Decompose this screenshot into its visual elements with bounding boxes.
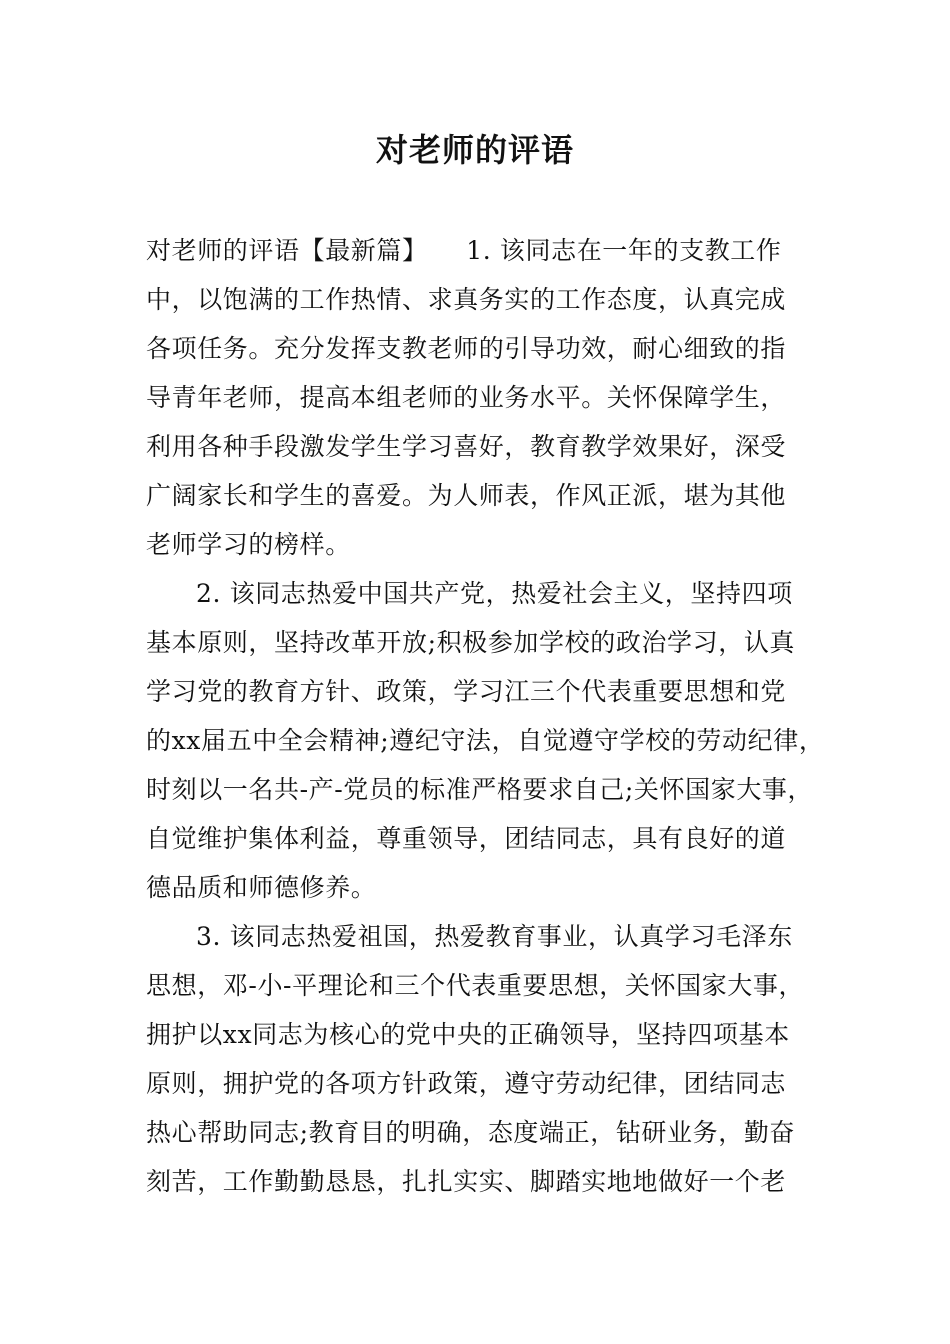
text-line: 自觉维护集体利益，尊重领导，团结同志，具有良好的道 — [146, 824, 787, 853]
paragraph-start-line: 3. 该同志热爱祖国，热爱教育事业，认真学习毛泽东 — [196, 922, 793, 951]
paragraph-start-line: 2. 该同志热爱中国共产党，热爱社会主义，坚持四项 — [196, 579, 793, 608]
text-line: 德品质和师德修养。 — [146, 873, 377, 902]
text-line: 拥护以xx同志为核心的党中央的正确领导，坚持四项基本 — [146, 1020, 790, 1049]
text-line: 的xx届五中全会精神;遵纪守法，自觉遵守学校的劳动纪律， — [146, 726, 825, 755]
text-line: 各项任务。充分发挥支教老师的引导功效，耐心细致的指 — [146, 334, 787, 363]
text-line: 利用各种手段激发学生学习喜好，教育教学效果好，深受 — [146, 432, 787, 461]
text-line: 导青年老师，提高本组老师的业务水平。关怀保障学生， — [146, 383, 787, 412]
text-line: 思想，邓-小-平理论和三个代表重要思想，关怀国家大事， — [146, 971, 805, 1000]
text-line: 广阔家长和学生的喜爱。为人师表，作风正派，堪为其他 — [146, 481, 787, 510]
text-line: 刻苦，工作勤勤恳恳，扎扎实实、脚踏实地地做好一个老 — [146, 1167, 787, 1196]
text-line: 热心帮助同志;教育目的明确，态度端正，钻研业务，勤奋 — [146, 1118, 796, 1147]
text-line: 老师学习的榜样。 — [146, 530, 351, 559]
text-line: 学习党的教育方针、政策，学习江三个代表重要思想和党 — [146, 677, 787, 706]
document-body — [146, 226, 826, 1206]
text-line: 原则，拥护党的各项方针政策，遵守劳动纪律，团结同志 — [146, 1069, 787, 1098]
text-line: 对老师的评语【最新篇】 1. 该同志在一年的支教工作 — [146, 236, 782, 265]
text-line: 基本原则，坚持改革开放;积极参加学校的政治学习，认真 — [146, 628, 796, 657]
text-line: 中，以饱满的工作热情、求真务实的工作态度，认真完成 — [146, 285, 787, 314]
text-line: 时刻以一名共-产-党员的标准严格要求自己;关怀国家大事， — [146, 775, 814, 804]
document-title: 对老师的评语 — [375, 131, 574, 169]
